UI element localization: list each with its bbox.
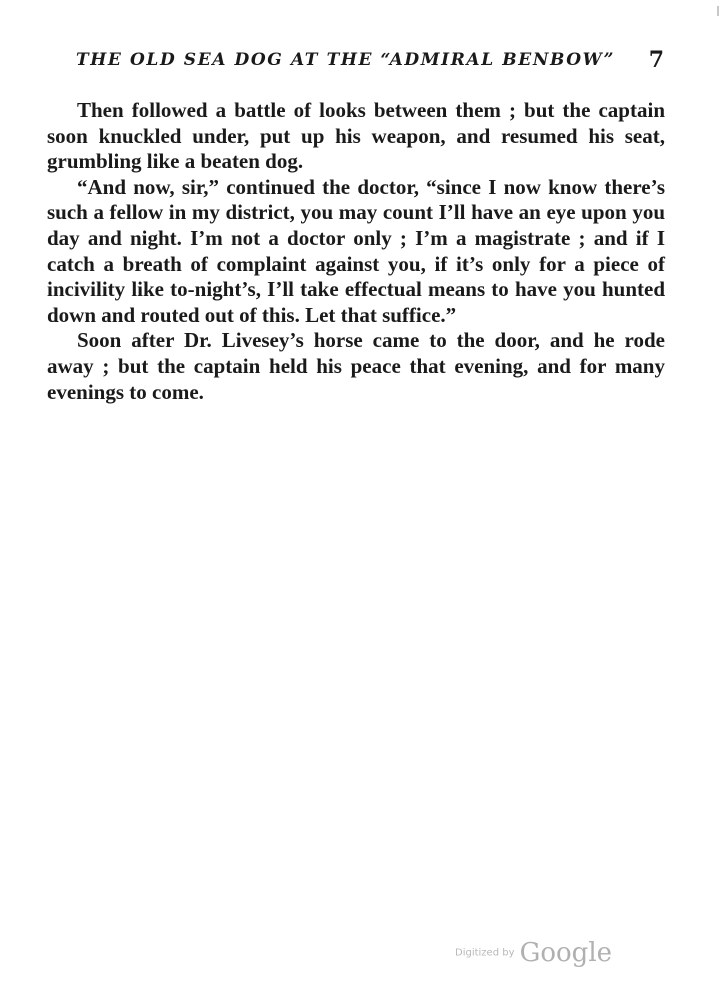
running-title: THE OLD SEA DOG AT THE “ADMIRAL BENBOW”: [76, 50, 616, 70]
digitized-label: Digitized by: [455, 947, 515, 959]
digitized-by-google-watermark: [455, 938, 612, 968]
paragraph: Then followed a battle of looks between them ; but the captain soon knuckled under, put up his weapon, and resumed his seat, grumbling like a beaten dog.: [47, 98, 665, 174]
running-head: [70, 47, 670, 76]
paragraph: “And now, sir,” continued the doctor, “since I now know there’s such a fellow in my district, you may count I’ll have an eye upon you day and night. I’m not a doctor only ; I’m a magistrate ; and if I catch a breath of complaint against you, if it’s only for a piece of incivility like to-night’s, I’ll take effectual means to have you hunted down and routed out of this. Let that suffice.”: [47, 174, 665, 327]
page-number: 7: [648, 47, 664, 73]
paragraph: Soon after Dr. Livesey’s horse came to the door, and he rode away ; but the captain held his peace that evening, and for many evenings to come.: [47, 328, 665, 404]
scan-edge-mark: [717, 6, 719, 16]
body-text: [47, 98, 665, 405]
google-logo: Google: [519, 938, 613, 968]
